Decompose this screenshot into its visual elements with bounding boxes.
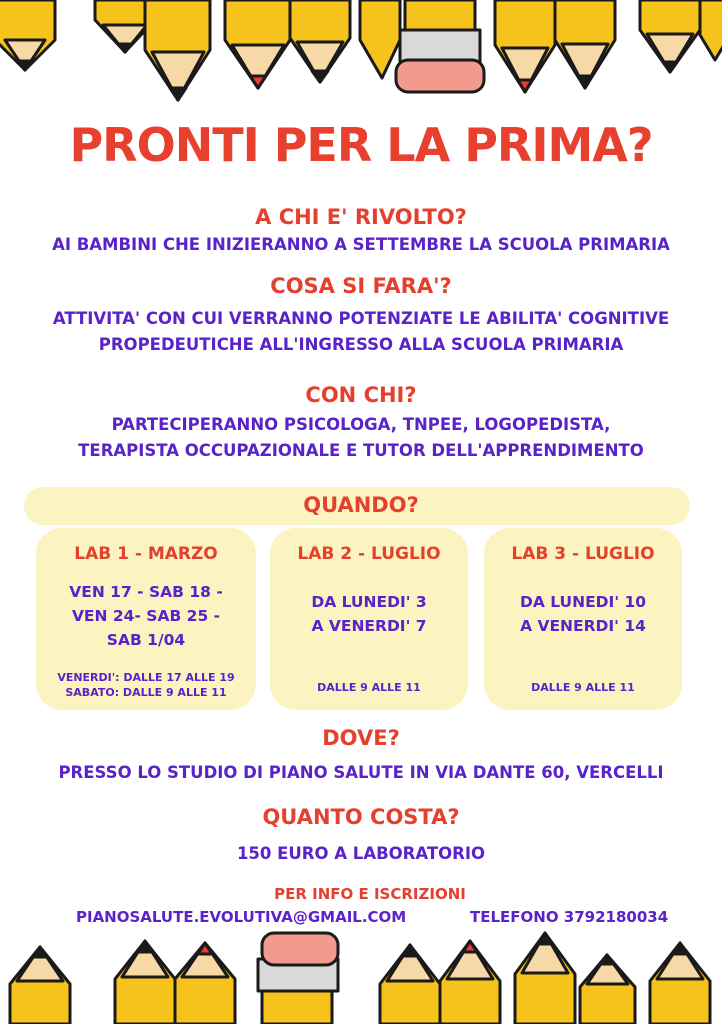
lab-2-date-line: DA LUNEDI' 3 (311, 593, 427, 611)
cost-heading: QUANTO COSTA? (262, 805, 460, 829)
lab-3-dates (484, 590, 682, 638)
lab-3-date-line: A VENERDI' 14 (520, 617, 646, 635)
lab-1-date-line: SAB 1/04 (106, 631, 186, 649)
contact-phone[interactable]: TELEFONO 3792180034 (470, 908, 669, 926)
lab-2-dates (270, 590, 468, 638)
lab-2-title: LAB 2 - LUGLIO (297, 544, 441, 564)
pencils-top-decoration (0, 0, 722, 110)
lab-1-date-line: VEN 24- SAB 25 - (71, 607, 221, 625)
page-title: PRONTI PER LA PRIMA? (69, 118, 653, 172)
when-heading: QUANDO? (303, 493, 419, 517)
lab-3-title: LAB 3 - LUGLIO (511, 544, 655, 564)
lab-2-hours (270, 680, 468, 695)
target-heading: A CHI E' RIVOLTO? (255, 205, 467, 229)
lab-1-dates (36, 580, 256, 652)
lab-3-hours (484, 680, 682, 695)
staff-line-2: TERAPISTA OCCUPAZIONALE E TUTOR DELL'APPRENDIMENTO (78, 441, 644, 460)
lab-1-title: LAB 1 - MARZO (74, 544, 218, 564)
lab-1-hours (36, 670, 256, 700)
contact-label: PER INFO E ISCRIZIONI (274, 885, 466, 903)
lab-2-card (270, 528, 468, 710)
lab-1-date-line: VEN 17 - SAB 18 - (69, 583, 223, 601)
staff-line-1: PARTECIPERANNO PSICOLOGA, TNPEE, LOGOPEDISTA, (111, 415, 611, 434)
lab-3-hours-line: DALLE 9 ALLE 11 (531, 681, 635, 694)
lab-2-date-line: A VENERDI' 7 (311, 617, 427, 635)
lab-3-date-line: DA LUNEDI' 10 (519, 593, 647, 611)
lab-3-card (484, 528, 682, 710)
target-text: AI BAMBINI CHE INIZIERANNO A SETTEMBRE LA SCUOLA PRIMARIA (52, 235, 670, 254)
activities-line-2: PROPEDEUTICHE ALL'INGRESSO ALLA SCUOLA PRIMARIA (98, 335, 624, 354)
lab-1-card (36, 528, 256, 710)
activities-line-1: ATTIVITA' CON CUI VERRANNO POTENZIATE LE ABILITA' COGNITIVE (52, 309, 670, 328)
activities-heading: COSA SI FARA'? (270, 274, 452, 298)
cost-text: 150 EURO A LABORATORIO (236, 844, 486, 863)
pencils-bottom-decoration (0, 929, 722, 1024)
where-text: PRESSO LO STUDIO DI PIANO SALUTE IN VIA DANTE 60, VERCELLI (58, 763, 664, 782)
where-heading: DOVE? (322, 726, 400, 750)
lab-1-hours-line: SABATO: DALLE 9 ALLE 11 (65, 686, 227, 699)
lab-1-hours-line: VENERDI': DALLE 17 ALLE 19 (57, 671, 235, 684)
contact-email[interactable]: PIANOSALUTE.EVOLUTIVA@GMAIL.COM (76, 908, 407, 926)
staff-heading: CON CHI? (305, 383, 417, 407)
lab-2-hours-line: DALLE 9 ALLE 11 (317, 681, 421, 694)
